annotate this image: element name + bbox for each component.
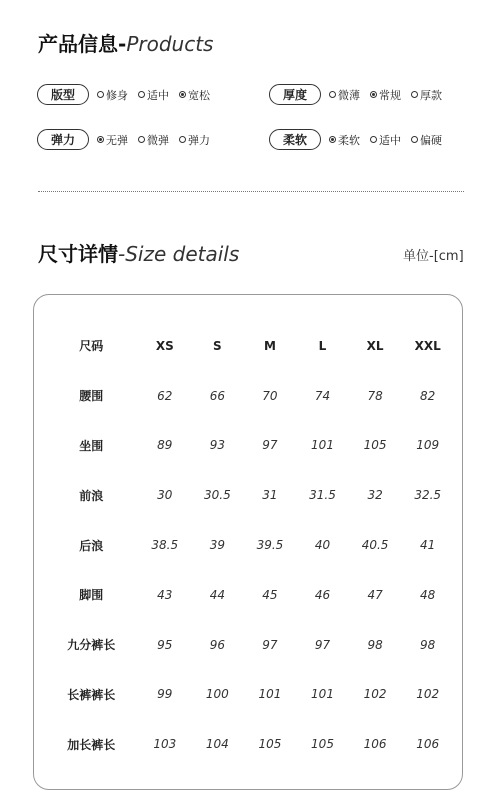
attribute-option-label: 弹力	[188, 133, 210, 147]
row-label: 后浪	[79, 538, 104, 553]
size-value-cell: 70	[262, 388, 278, 403]
attribute-option	[138, 87, 169, 103]
size-value-cell: 101	[258, 687, 282, 702]
attribute-label-pill: 版型	[37, 84, 89, 105]
size-header-cell: XXL	[414, 338, 441, 353]
size-value-cell: 96	[209, 637, 225, 652]
attribute-label-pill: 弹力	[37, 129, 89, 150]
table-row	[44, 570, 454, 620]
radio-checked-icon	[179, 91, 186, 98]
attribute-option-label: 常规	[379, 88, 401, 102]
size-value-cell: 99	[157, 687, 173, 702]
row-label: 长裤裤长	[67, 687, 116, 702]
table-row	[44, 371, 454, 421]
radio-unchecked-icon	[179, 136, 186, 143]
table-row	[44, 520, 454, 570]
attribute-option	[97, 87, 128, 103]
section-divider	[38, 191, 464, 192]
table-row	[44, 670, 454, 720]
size-value-cell: 47	[367, 587, 383, 602]
size-header-cell: XS	[155, 338, 174, 353]
unit-label: 单位-[cm]	[403, 249, 464, 264]
size-value-cell: 40	[314, 538, 331, 553]
size-table-header-row	[44, 321, 454, 371]
size-value-cell: 101	[311, 438, 334, 453]
size-title-sep: -	[118, 242, 126, 266]
size-value-cell: 30	[157, 488, 173, 503]
size-details-title	[38, 238, 239, 267]
attribute-option	[411, 132, 442, 148]
attribute-option-label: 柔软	[338, 133, 360, 147]
size-value-cell: 98	[367, 637, 383, 652]
size-value-cell: 32	[367, 488, 383, 503]
size-value-cell: 44	[209, 587, 225, 602]
size-value-cell: 48	[420, 587, 436, 602]
size-value-cell: 105	[311, 737, 334, 752]
size-value-cell: 82	[420, 388, 436, 403]
row-label: 脚围	[79, 588, 104, 603]
attribute-option	[138, 132, 169, 148]
radio-unchecked-icon	[370, 136, 377, 143]
size-title-en: Size details	[125, 242, 240, 266]
size-value-cell: 104	[205, 737, 229, 752]
radio-checked-icon	[329, 136, 336, 143]
attribute-option	[329, 87, 360, 103]
size-value-cell: 93	[209, 438, 225, 453]
size-value-cell: 102	[416, 687, 440, 702]
size-value-cell: 105	[363, 438, 387, 453]
row-label: 加长裤长	[67, 737, 116, 752]
size-value-cell: 30.5	[203, 488, 231, 503]
size-header-cell: M	[263, 338, 276, 353]
table-row	[44, 719, 454, 769]
radio-unchecked-icon	[97, 91, 104, 98]
table-row	[44, 620, 454, 670]
size-value-cell: 97	[314, 637, 331, 652]
size-value-cell: 100	[205, 687, 229, 702]
product-title-sep: -	[118, 32, 127, 56]
attribute-option-label: 适中	[147, 88, 169, 102]
attribute-option	[370, 87, 401, 103]
attribute-row	[37, 84, 220, 105]
attribute-row	[269, 84, 452, 105]
attribute-option	[411, 87, 442, 103]
row-label: 九分裤长	[67, 638, 116, 653]
attribute-option	[179, 87, 210, 103]
size-value-cell: 95	[157, 637, 173, 652]
attribute-label-pill: 厚度	[269, 84, 321, 105]
radio-unchecked-icon	[138, 136, 145, 143]
size-value-cell: 97	[262, 637, 278, 652]
size-header-cell: XL	[366, 338, 384, 353]
attribute-option-label: 微弹	[147, 133, 169, 147]
size-value-cell: 66	[209, 388, 225, 403]
size-value-cell: 41	[420, 538, 436, 553]
size-value-cell: 40.5	[361, 538, 389, 553]
size-title-cn: 尺寸详情	[38, 242, 118, 266]
size-value-cell: 39.5	[256, 538, 284, 553]
size-value-cell: 39	[209, 538, 225, 553]
attribute-option-label: 无弹	[106, 133, 128, 147]
attribute-option-label: 微薄	[338, 88, 360, 102]
size-value-cell: 97	[262, 438, 278, 453]
size-header-cell: S	[213, 338, 222, 353]
size-value-cell: 103	[153, 737, 177, 752]
size-value-cell: 46	[314, 587, 331, 602]
radio-unchecked-icon	[329, 91, 336, 98]
attribute-option-label: 适中	[379, 133, 401, 147]
size-value-cell: 62	[157, 388, 173, 403]
attribute-option-label: 偏硬	[420, 133, 442, 147]
attribute-option-label: 宽松	[188, 88, 210, 102]
size-value-cell: 109	[416, 438, 440, 453]
size-table-body	[44, 371, 454, 769]
table-row	[44, 421, 454, 471]
size-value-cell: 106	[416, 737, 440, 752]
attribute-option-label: 厚款	[420, 88, 442, 102]
row-label: 前浪	[79, 488, 104, 503]
radio-checked-icon	[370, 91, 377, 98]
size-value-cell: 101	[311, 687, 334, 702]
size-value-cell: 89	[157, 438, 173, 453]
attribute-option-label: 修身	[106, 88, 128, 102]
size-value-cell: 43	[157, 587, 173, 602]
size-value-cell: 78	[367, 388, 383, 403]
size-value-cell: 31.5	[309, 488, 336, 503]
size-header-label: 尺码	[79, 339, 104, 354]
size-value-cell: 106	[363, 737, 387, 752]
attribute-row	[269, 129, 452, 150]
size-value-cell: 98	[420, 637, 436, 652]
size-table	[44, 321, 454, 769]
row-label: 腰围	[79, 389, 104, 404]
size-value-cell: 105	[258, 737, 282, 752]
product-title-cn: 产品信息	[38, 32, 118, 56]
size-value-cell: 45	[262, 587, 278, 602]
attribute-option	[329, 132, 360, 148]
radio-unchecked-icon	[411, 91, 418, 98]
table-row	[44, 470, 454, 520]
size-header-cell: L	[318, 338, 327, 353]
radio-checked-icon	[97, 136, 104, 143]
size-value-cell: 38.5	[151, 538, 179, 553]
product-title-en: Products	[126, 32, 214, 56]
attribute-label-pill: 柔软	[269, 129, 321, 150]
row-label: 坐围	[79, 438, 104, 453]
size-value-cell: 74	[314, 388, 331, 403]
radio-unchecked-icon	[411, 136, 418, 143]
attribute-row	[37, 129, 220, 150]
radio-unchecked-icon	[138, 91, 145, 98]
product-info-title	[38, 28, 213, 57]
attribute-option	[97, 132, 128, 148]
size-value-cell: 31	[262, 488, 278, 503]
attribute-option	[179, 132, 210, 148]
attribute-option	[370, 132, 401, 148]
size-value-cell: 102	[363, 687, 387, 702]
size-value-cell: 32.5	[414, 488, 442, 503]
